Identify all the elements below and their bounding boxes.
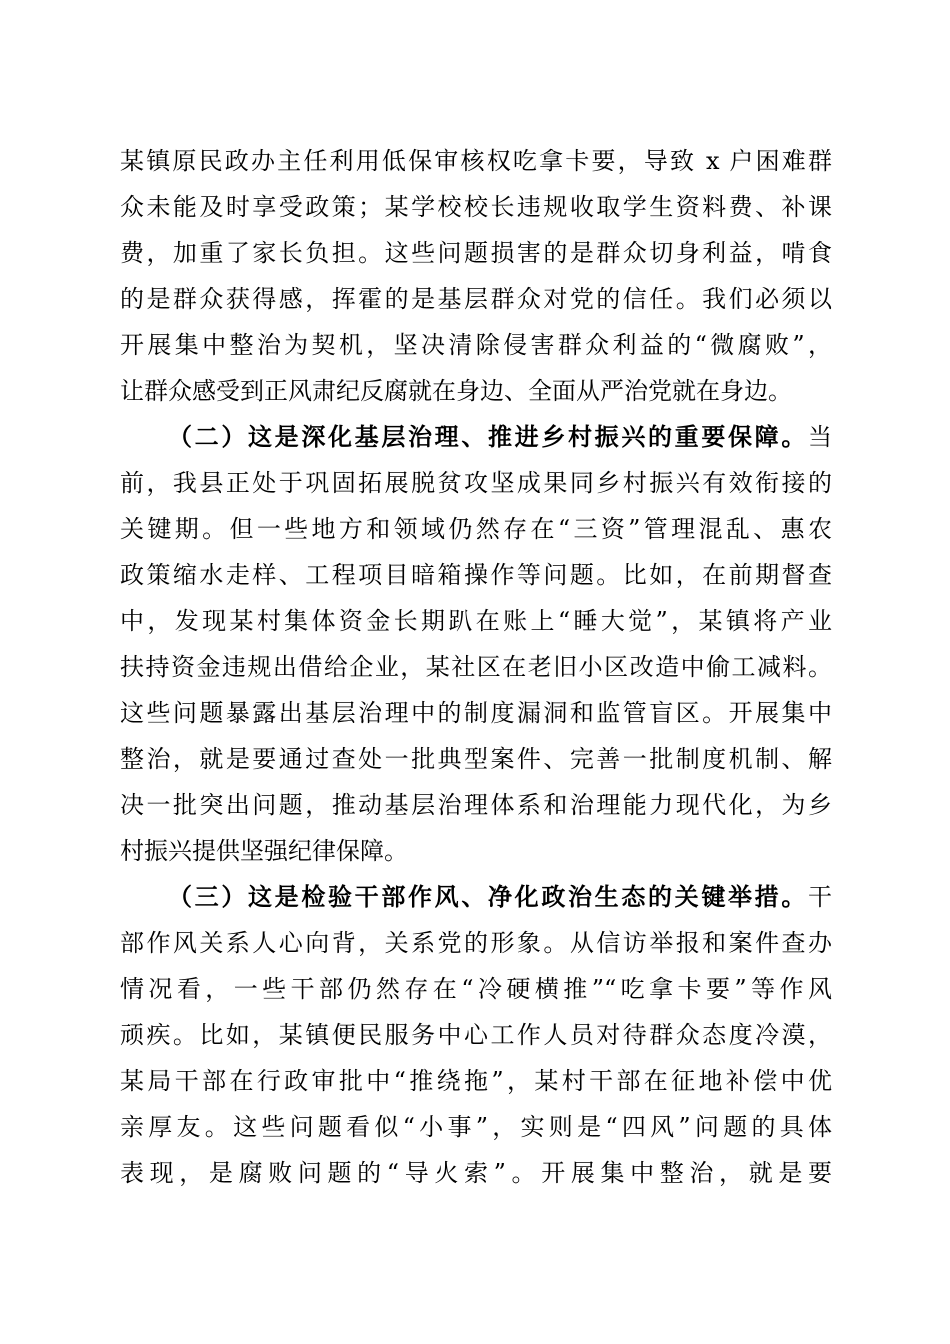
- paragraph-line: 某局干部在行政审批中“推绕拖”，某村干部在征地补偿中优: [120, 1067, 832, 1095]
- paragraph-line: 决一批突出问题，推动基层治理体系和治理能力现代化，为乡: [120, 791, 832, 819]
- paragraph-line: 表现，是腐败问题的“导火索”。开展集中整治，就是要: [120, 1159, 832, 1187]
- paragraph-line: 中，发现某村集体资金长期趴在账上“睡大觉”，某镇将产业: [120, 607, 832, 635]
- paragraph-line: 前，我县正处于巩固拓展脱贫攻坚成果同乡村振兴有效衔接的: [120, 469, 832, 497]
- paragraph-line: 众未能及时享受政策；某学校校长违规收取学生资料费、补课: [120, 193, 832, 221]
- section-3-first-line: [168, 877, 832, 917]
- paragraph-line: 让群众感受到正风肃纪反腐就在身边、全面从严治党就在身边。: [120, 377, 792, 405]
- paragraph-line: 部作风关系人心向背，关系党的形象。从信访举报和案件查办: [120, 929, 832, 957]
- paragraph-line: 某镇原民政办主任利用低保审核权吃拿卡要，导致 x 户困难群: [120, 147, 832, 175]
- section-2-heading: （二）这是深化基层治理、推进乡村振兴的重要保障。: [168, 422, 808, 451]
- section-2-first-line: [168, 417, 832, 457]
- paragraph-line: 村振兴提供坚强纪律保障。: [120, 837, 408, 865]
- paragraph-line: 费，加重了家长负担。这些问题损害的是群众切身利益，啃食: [120, 239, 832, 267]
- paragraph-line: 情况看，一些干部仍然存在“冷硬横推”“吃拿卡要”等作风: [120, 975, 832, 1003]
- paragraph-line: 亲厚友。这些问题看似“小事”，实则是“四风”问题的具体: [120, 1113, 832, 1141]
- section-3-heading: （三）这是检验干部作风、净化政治生态的关键举措。: [168, 882, 808, 911]
- section-3-heading-tail: 干: [808, 883, 832, 911]
- paragraph-line: 关键期。但一些地方和领域仍然存在“三资”管理混乱、惠农: [120, 515, 832, 543]
- paragraph-line: 扶持资金违规出借给企业，某社区在老旧小区改造中偷工减料。: [120, 653, 832, 681]
- paragraph-line: 开展集中整治为契机，坚决清除侵害群众利益的“微腐败”，: [120, 331, 832, 359]
- paragraph-line: 政策缩水走样、工程项目暗箱操作等问题。比如，在前期督查: [120, 561, 832, 589]
- paragraph-line: 的是群众获得感，挥霍的是基层群众对党的信任。我们必须以: [120, 285, 832, 313]
- section-2-heading-tail: 当: [808, 423, 832, 451]
- paragraph-line: 整治，就是要通过查处一批典型案件、完善一批制度机制、解: [120, 745, 832, 773]
- paragraph-line: 这些问题暴露出基层治理中的制度漏洞和监管盲区。开展集中: [120, 699, 832, 727]
- paragraph-line: 顽疾。比如，某镇便民服务中心工作人员对待群众态度冷漠，: [120, 1021, 832, 1049]
